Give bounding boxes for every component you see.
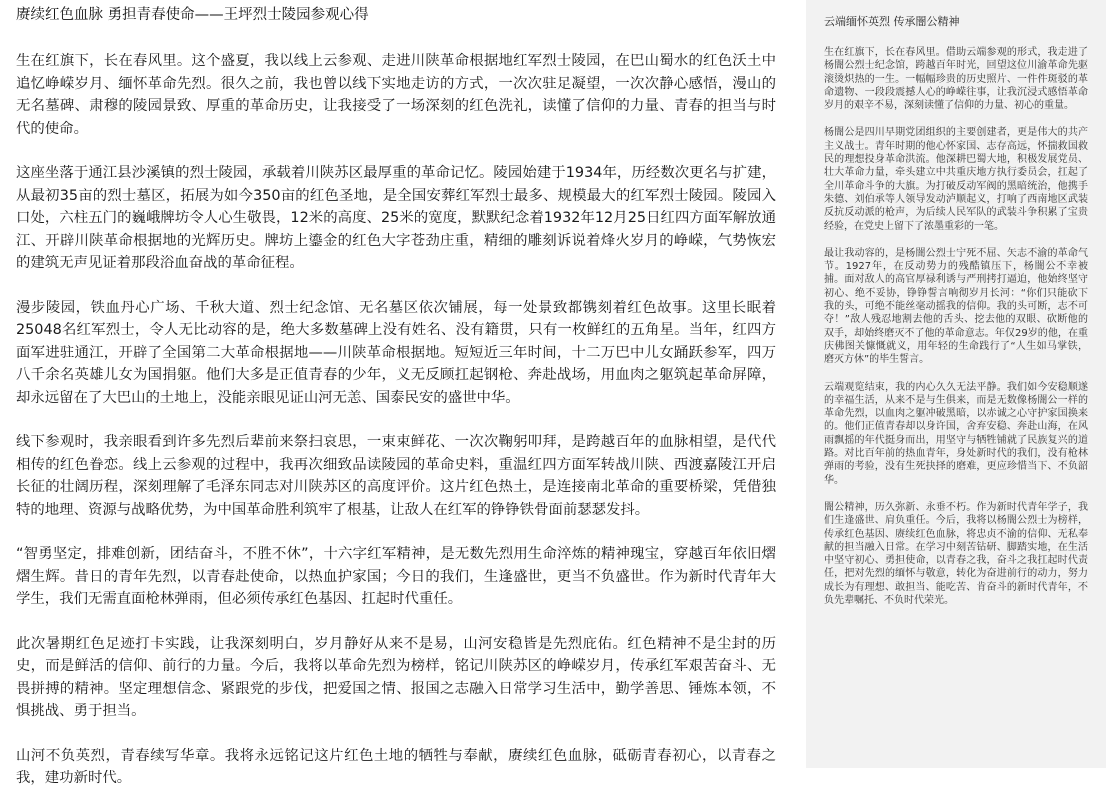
article-paragraph-4: 线下参观时，我亲眼看到许多先烈后辈前来祭扫哀思，一束束鲜花、一次次鞠躬叩拜，是跨越百年的血脉相望，是代代相传的红色眷恋。线上云参观的过程中，我再次细致品读陵园的革命史料，重温红四方面军转战川陕、西渡嘉陵江开启长征的壮阔历程，深刻理解了毛泽东同志对川陕苏区的高度评价。这片红色热土，是连接南北革命的重要桥梁，凭借独特的地理、资源与战略优势，为中国革命胜利筑牢了根基，让敌人在红军的铮铮铁骨面前瑟瑟发抖。 xyxy=(16,434,776,518)
article-paragraph-2: 这座坐落于通江县沙溪镇的烈士陵园，承载着川陕苏区最厚重的革命记忆。陵园始建于1934年，历经数次更名与扩建，从最初35亩的烈士墓区，拓展为如今350亩的红色圣地，是全国安葬红军烈士最多、规模最大的红军烈士陵园。陵园入口处，六柱五门的巍峨牌坊令人心生敬畏，12米的高度、25米的宽度，默默纪念着1932年12月25日红四方面军解放通江、开辟川陕革命根据地的光辉历史。牌坊上鎏金的红色大字苍劲庄重，精细的雕刻诉说着烽火岁月的峥嵘，气势恢宏的建筑无声见证着那段浴血奋战的革命征程。 xyxy=(16,165,776,271)
article xyxy=(16,4,776,786)
article-paragraph-5: “智勇坚定，排难创新，团结奋斗，不胜不休”，十六字红军精神，是无数先烈用生命淬炼的精神瑰宝，穿越百年依旧熠熠生辉。昔日的青年先烈，以青春赴使命，以热血护家国；今日的我们，生逢盛世，更当不负盛世。作为新时代青年大学生，我们无需直面枪林弹雨，但必须传承红色基因、扛起时代重任。 xyxy=(16,546,776,607)
sidebar-paragraph-4: 云端观览结束，我的内心久久无法平静。我们如今安稳顺遂的幸福生活，从来不是与生俱来，而是无数像杨闇公一样的革命先烈，以血肉之躯冲破黑暗，以赤诚之心守护家国换来的。他们正值青春却以身许国，舍弃安稳、奔赴山海，在风雨飘摇的年代挺身而出，用坚守与牺牲铺就了民族复兴的道路。对比百年前的热血青年，身处新时代的我们，没有枪林弹雨的考验，没有生死抉择的磨难，更应珍惜当下、不负韶华。 xyxy=(824,381,1088,486)
article-paragraph-6: 此次暑期红色足迹打卡实践，让我深刻明白，岁月静好从来不是易，山河安稳皆是先烈庇佑。红色精神不是尘封的历史，而是鲜活的信仰、前行的力量。今后，我将以革命先烈为榜样，铭记川陕苏区的峥嵘岁月，传承红军艰苦奋斗、无畏拼搏的精神。坚定理想信念、紧跟党的步伐，把爱国之情、报国之志融入日常学习生活中，勤学善思、锤炼本领，不惧挑战、勇于担当。 xyxy=(16,635,776,719)
sidebar-title: 云端缅怀英烈 传承闇公精神 xyxy=(824,15,960,28)
sidebar-paragraph-2: 杨闇公是四川早期党团组织的主要创建者，更是伟大的共产主义战士。青年时期的他心怀家国、志存高远，怀揣救国救民的理想投身革命洪流。他深耕巴蜀大地，积极发展党员、壮大革命力量，牵头建立中共重庆地方执行委员会，扛起了全川革命斗争的大旗。为打破反动军阀的黑暗统治，他携手朱德、刘伯承等人领导发动泸顺起义，打响了西南地区武装反抗反动派的枪声，为后续人民军队的武装斗争积累了宝贵经验，在党史上留下了浓墨重彩的一笔。 xyxy=(824,127,1088,232)
sidebar-paragraph-3: 最让我动容的，是杨闇公烈士宁死不屈、矢志不渝的革命气节。1927年，在反动势力的残酷镇压下，杨闇公不幸被捕。面对敌人的高官厚禄利诱与严刑拷打逼迫，他始终坚守初心、绝不妥协，铮铮誓言响彻岁月长河：“你们只能砍下我的头，可绝不能丝毫动摇我的信仰。我的头可断，志不可夺！”敌人残忍地割去他的舌头、挖去他的双眼、砍断他的双手，却始终磨灭不了他的革命意志。年仅29岁的他，在重庆佛图关慷慨就义，用年轻的生命践行了“人生如马掌铁，磨灭方休”的毕生誓言。 xyxy=(824,247,1088,366)
article-paragraph-7: 山河不负英烈，青春续写华章。我将永远铭记这片红色土地的牺牲与奉献，赓续红色血脉，砥砺青春初心，以青春之我，建功新时代。 xyxy=(16,747,776,786)
article-paragraph-3: 漫步陵园，铁血丹心广场、千秋大道、烈士纪念馆、无名墓区依次铺展，每一处景致都镌刻着红色故事。这里长眠着25048名红军烈士，令人无比动容的是，绝大多数墓碑上没有姓名、没有籍贯，只有一枚鲜红的五角星。当年，红四方面军进驻通江，开辟了全国第二大革命根据地——川陕革命根据地。短短近三年时间，十二万巴中儿女踊跃参军，四万八千余名英雄儿女为国捐躯。他们大多是正值青春的少年，义无反顾扛起钢枪、奔赴战场，用血肉之躯筑起革命屏障，却永远留在了大巴山的土地上，没能亲眼见证山河无恙、国泰民安的盛世中华。 xyxy=(16,299,776,406)
sidebar-paragraph-5: 闇公精神，历久弥新、永垂不朽。作为新时代青年学子，我们生逢盛世、肩负重任。今后，我将以杨闇公烈士为榜样，传承红色基因、赓续红色血脉，将忠贞不渝的信仰、无私奉献的担当融入日常。在学习中刻苦钻研、脚踏实地，在生活中坚守初心、勇担使命，以青春之我，奋斗之我扛起时代责任，把对先烈的缅怀与敬意，转化为奋进前行的动力，努力成长为有理想、敢担当、能吃苦、肯奋斗的新时代青年，不负先辈嘱托、不负时代荣光。 xyxy=(824,501,1088,606)
article-paragraph-1: 生在红旗下，长在春风里。这个盛夏，我以线上云参观、走进川陕革命根据地红军烈士陵园，在巴山蜀水的红色沃土中追忆峥嵘岁月、缅怀革命先烈。很久之前，我也曾以线下实地走访的方式，一次次驻足凝望，一次次静心感悟，漫山的无名墓碑、肃穆的陵园景致、厚重的革命历史，让我接受了一场深刻的红色洗礼，读懂了信仰的力量、青春的担当与时代的使命。 xyxy=(16,53,776,137)
article-title: 赓续红色血脉 勇担青春使命——王坪烈士陵园参观心得 xyxy=(16,7,369,23)
sidebar-paragraph-1: 生在红旗下，长在春风里。借助云端参观的形式，我走进了杨闇公烈士纪念馆，跨越百年时光，回望这位川渝革命先驱滚烫炽热的一生。一幅幅珍贵的历史照片、一件件斑驳的革命遗物、一段段震撼人心的峥嵘往事，让我沉浸式感悟革命岁月的艰辛不易，深刻读懂了信仰的力量、初心的重量。 xyxy=(824,47,1088,112)
sidebar-essay xyxy=(806,0,1106,768)
